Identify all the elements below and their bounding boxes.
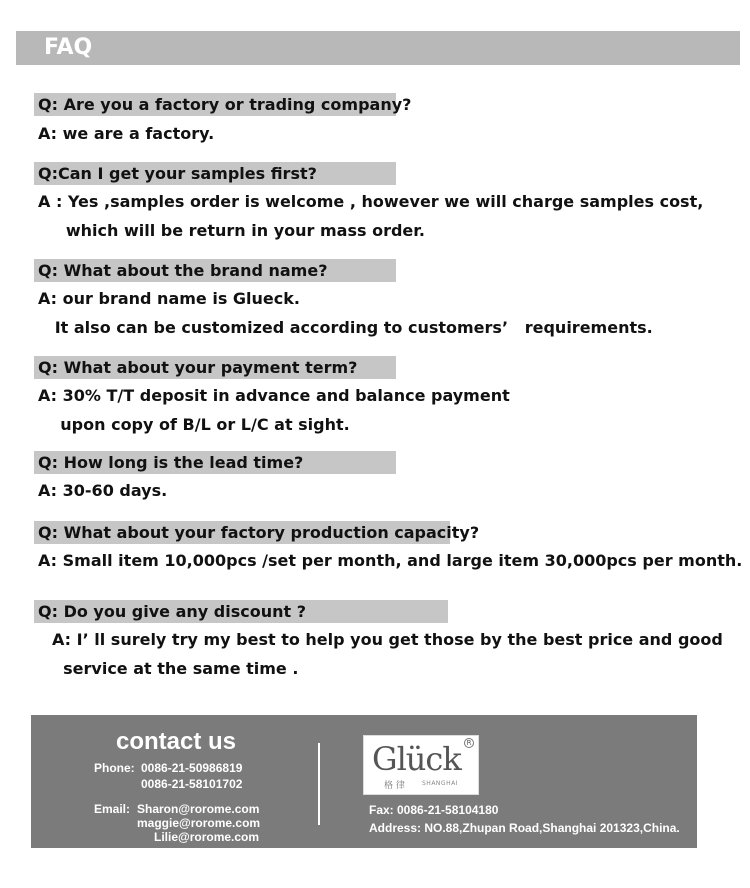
phone-number-2: 0086-21-58101702 <box>141 777 243 791</box>
registered-icon: R <box>464 738 474 748</box>
answer-3-line-1: A: our brand name is Glueck. <box>38 289 300 308</box>
phone-number-1: 0086-21-50986819 <box>141 761 243 775</box>
answer-5-line-1: A: 30-60 days. <box>38 481 168 500</box>
contact-divider <box>318 743 320 825</box>
answer-3-line-2: It also can be customized according to customers’ requirements. <box>38 318 653 337</box>
fax-number: Fax: 0086-21-58104180 <box>369 803 499 817</box>
contact-title: contact us <box>116 728 237 755</box>
answer-2-line-1: A : Yes ,samples order is welcome , however we will charge samples cost, <box>38 192 704 211</box>
phone-label: Phone: <box>94 761 135 775</box>
contact-panel <box>31 715 697 848</box>
gluck-logo <box>363 735 479 795</box>
faq-header-bar <box>16 31 740 65</box>
answer-1-line-1: A: we are a factory. <box>38 124 215 143</box>
answer-2-line-2: which will be return in your mass order. <box>38 221 425 240</box>
question-3: Q: What about the brand name? <box>34 259 396 282</box>
email-label: Email: <box>94 802 131 816</box>
email-1[interactable]: Sharon@rorome.com <box>137 802 260 816</box>
question-2: Q:Can I get your samples first? <box>34 162 396 185</box>
answer-6-line-1: A: Small item 10,000pcs /set per month, and large item 30,000pcs per month. <box>38 551 743 570</box>
email-2[interactable]: maggie@rorome.com <box>137 816 261 830</box>
answer-4-line-1: A: 30% T/T deposit in advance and balance payment <box>38 386 510 405</box>
faq-title: FAQ <box>44 35 93 60</box>
logo-chinese-text: 格 律 <box>384 781 405 791</box>
question-4: Q: What about your payment term? <box>34 356 396 379</box>
logo-wordmark: Glück <box>372 740 461 778</box>
answer-7-line-2: service at the same time . <box>52 659 299 678</box>
question-6: Q: What about your factory production capacity? <box>34 521 450 544</box>
email-3[interactable]: Lilie@rorome.com <box>154 830 260 844</box>
address: Address: NO.88,Zhupan Road,Shanghai 201323,China. <box>369 821 680 835</box>
question-7: Q: Do you give any discount ? <box>34 600 448 623</box>
answer-7-line-1: A: I’ ll surely try my best to help you get those by the best price and good <box>52 630 723 649</box>
logo-subtitle: SHANGHAI <box>422 780 458 787</box>
question-5: Q: How long is the lead time? <box>34 451 396 474</box>
answer-4-line-2: upon copy of B/L or L/C at sight. <box>38 415 350 434</box>
question-1: Q: Are you a factory or trading company? <box>34 93 396 116</box>
